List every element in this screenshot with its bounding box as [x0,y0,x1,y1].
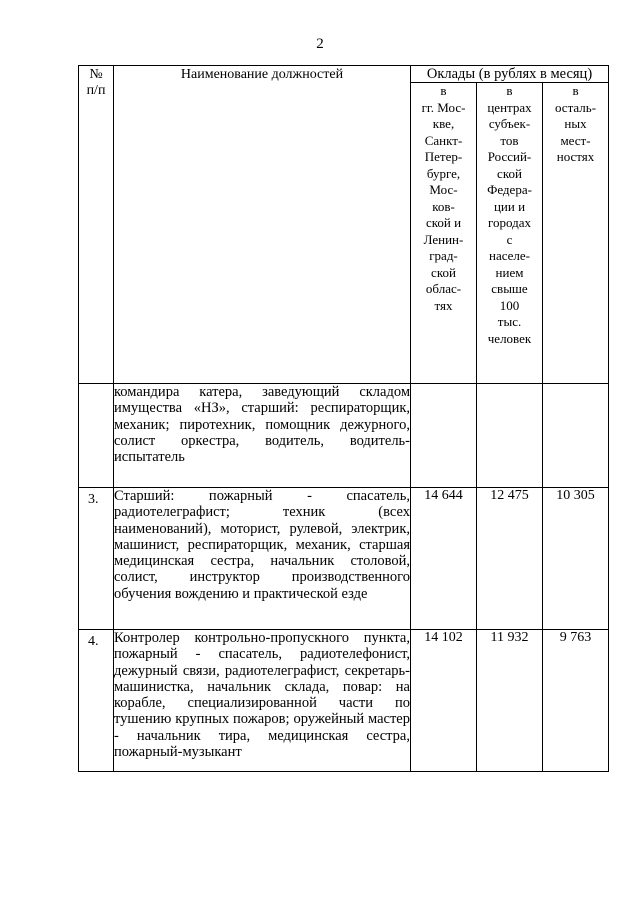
row-moscow [411,384,477,488]
row-other: 10 305 [543,488,609,630]
header-num: № п/п [79,66,114,384]
row-other: 9 763 [543,630,609,772]
row-other [543,384,609,488]
header-col-centers: в центрах субъек- тов Россий- ской Федера- ции и городах с населе- нием свыше 100 тыс. человек [477,83,543,384]
table-row [79,488,609,630]
page-number: 2 [316,36,324,52]
header-salary-group: Оклады (в рублях в месяц) [411,66,609,83]
header-col-other: в осталь- ных мест- ностях [543,83,609,384]
row-centers [477,384,543,488]
row-num [79,384,114,488]
header-name: Наименование должностей [114,66,411,384]
row-name: Старший: пожарный - спасатель, радиотелеграфист; техник (всех наименований), моторист, рулевой, электрик, машинист, респираторщик, механик, старшая медицинская сестра, начальник столовой, солист, инструктор производственного обучения вождению и практической езде [114,488,411,630]
row-name: командира катера, заведующий складом имущества «НЗ», старший: респираторщик, механик; пиротехник, помощник дежурного, солист оркестра, водитель, водитель-испытатель [114,384,411,488]
salary-table [78,65,609,772]
row-moscow: 14 102 [411,630,477,772]
row-centers: 12 475 [477,488,543,630]
header-col-moscow: в гг. Мос- кве, Санкт- Петер- бурге, Мос- ков- ской и Ленин- град- ской облас- тях [411,83,477,384]
row-name: Контролер контрольно-пропускного пункта, пожарный - спасатель, радиотелефонист, дежурный связи, радиотелеграфист, секретарь-машинистка, начальник склада, повар: на корабле, специализированной части по тушению крупных пожаров; оружейный мастер - начальник тира, медицинская сестра, пожарный-музыкант [114,630,411,772]
table-row [79,384,609,488]
table-row [79,630,609,772]
row-num: 4. [79,630,114,772]
row-moscow: 14 644 [411,488,477,630]
row-centers: 11 932 [477,630,543,772]
row-num: 3. [79,488,114,630]
